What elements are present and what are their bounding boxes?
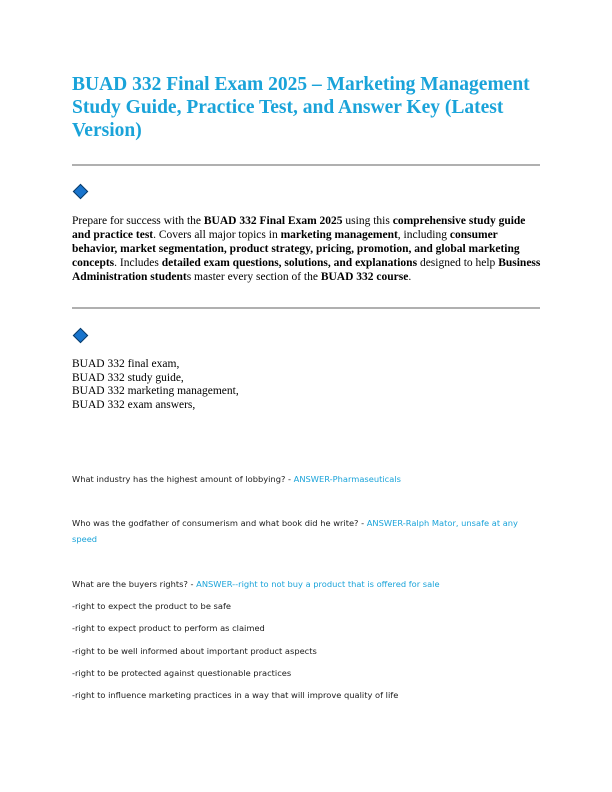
intro-text: . Covers all major topics in <box>153 229 281 241</box>
qa-item <box>72 515 542 547</box>
intro-bold-text: BUAD 332 Final Exam 2025 <box>203 215 343 227</box>
document-title: BUAD 332 Final Exam 2025 – Marketing Management Study Guide, Practice Test, and Answer Key (Latest Version) <box>72 74 530 141</box>
rights-item: -right to expect the product to be safe <box>72 601 231 611</box>
keyword-list <box>72 358 472 412</box>
intro-text: designed to help <box>417 257 499 269</box>
keyword-item: BUAD 332 marketing management, <box>72 385 239 397</box>
qa-question: What industry has the highest amount of lobbying? - <box>72 474 294 484</box>
intro-text: s master every section of the <box>186 271 321 283</box>
rights-item: -right to be well informed about important product aspects <box>72 646 317 656</box>
diamond-bullet-icon <box>73 184 89 200</box>
qa-answer: ANSWER-Ralph Mator, unsafe at any speed <box>72 518 518 544</box>
qa-answer: ANSWER--right to not buy a product that is offered for sale <box>196 579 440 589</box>
divider-top <box>72 164 540 166</box>
intro-paragraph <box>72 214 542 284</box>
qa-answer: ANSWER-Pharmaseuticals <box>293 474 401 484</box>
intro-bold-text: BUAD 332 course <box>320 271 409 283</box>
intro-bold-text: Business Administration student <box>72 257 541 283</box>
intro-text: using this <box>342 215 393 227</box>
qa-item <box>72 471 542 487</box>
rights-item: -right to expect product to perform as claimed <box>72 623 265 633</box>
keyword-item: BUAD 332 exam answers, <box>72 398 196 411</box>
qa-question: Who was the godfather of consumerism and what book did he write? - <box>72 518 367 528</box>
intro-text: , including <box>397 229 450 241</box>
intro-bold-text: marketing management <box>280 229 398 241</box>
keyword-item: BUAD 332 final exam, <box>72 358 180 370</box>
intro-text: . <box>408 271 412 283</box>
rights-item: -right to be protected against questionable practices <box>72 668 292 678</box>
intro-text: Prepare for success with the <box>72 215 204 227</box>
rights-item: -right to influence marketing practices in a way that will improve quality of life <box>72 690 399 700</box>
intro-bold-text: comprehensive study guide and practice test <box>72 215 526 241</box>
qa-question: What are the buyers rights? - <box>72 579 197 589</box>
divider-middle <box>72 307 540 309</box>
diamond-bullet-icon <box>73 328 89 344</box>
keyword-item: BUAD 332 study guide, <box>72 371 184 384</box>
intro-text: . Includes <box>114 257 162 269</box>
qa-item <box>72 576 542 592</box>
intro-bold-text: detailed exam questions, solutions, and explanations <box>161 257 418 269</box>
intro-bold-text: consumer behavior, market segmentation, product strategy, pricing, promotion, and global marketing concepts <box>72 229 520 269</box>
